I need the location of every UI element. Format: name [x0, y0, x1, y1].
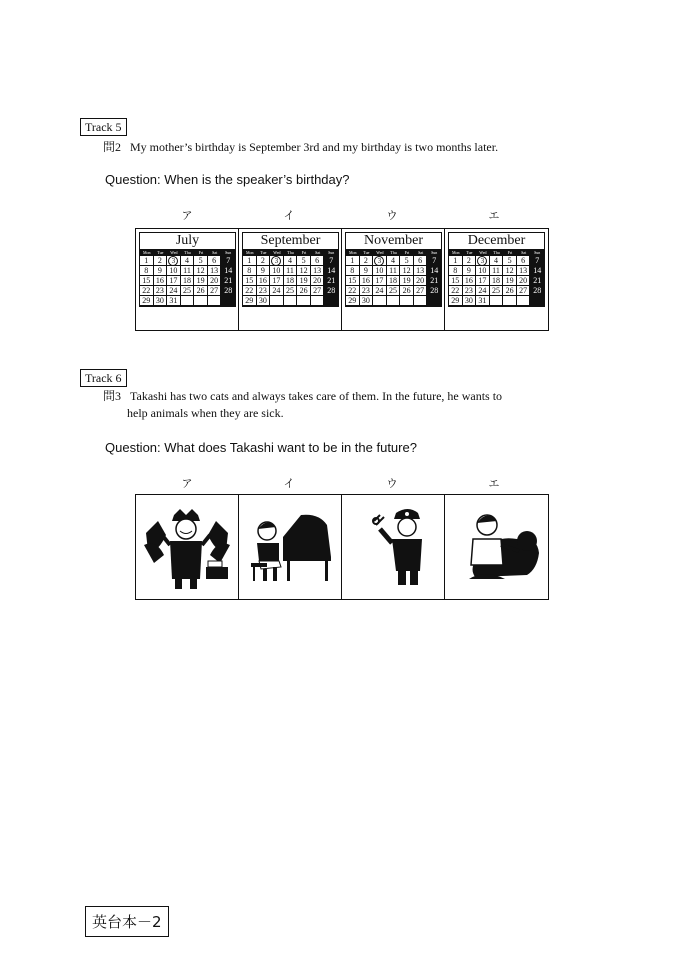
calendar-day: 26 — [503, 286, 517, 296]
calendar-day: 26 — [194, 286, 208, 296]
weekday-header: Mon — [243, 250, 257, 256]
calendar-day: 20 — [414, 276, 428, 286]
track-5-label: Track 5 — [80, 118, 127, 136]
weekday-header: Sat — [208, 250, 222, 256]
calendar-day: 28 — [221, 286, 235, 296]
question-text-line2: help animals when they are sick. — [127, 406, 284, 420]
calendar-day — [194, 296, 208, 306]
calendar-day: 3 — [270, 256, 284, 266]
calendar-day: 13 — [414, 266, 428, 276]
calendar-day: 24 — [270, 286, 284, 296]
footer-page-label: 英台本－2 — [85, 906, 169, 937]
calendar-day: 18 — [284, 276, 298, 286]
calendar-day: 6 — [311, 256, 325, 266]
calendar — [448, 232, 545, 307]
weekday-header: Mon — [346, 250, 360, 256]
weekday-header: Fri — [194, 250, 208, 256]
calendar-day: 3 — [373, 256, 387, 266]
calendar-month-title: November — [346, 233, 441, 250]
weekday-header: Mon — [140, 250, 154, 256]
calendar-day: 29 — [140, 296, 154, 306]
calendar-day: 5 — [503, 256, 517, 266]
weekday-header: Fri — [400, 250, 414, 256]
calendar-day: 9 — [154, 266, 168, 276]
calendar-day: 22 — [346, 286, 360, 296]
weekday-header: Sat — [414, 250, 428, 256]
calendar-day — [311, 296, 325, 306]
calendar-day: 1 — [346, 256, 360, 266]
calendar-day: 27 — [208, 286, 222, 296]
calendar-day: 7 — [530, 256, 544, 266]
calendar-day: 23 — [257, 286, 271, 296]
calendar-day: 26 — [400, 286, 414, 296]
calendar-day: 29 — [243, 296, 257, 306]
calendar-day: 20 — [311, 276, 325, 286]
calendar-choice — [342, 229, 445, 330]
calendar-day: 10 — [167, 266, 181, 276]
calendar-day: 30 — [257, 296, 271, 306]
weekday-header: Fri — [297, 250, 311, 256]
calendar-day: 29 — [346, 296, 360, 306]
calendar-day: 7 — [324, 256, 338, 266]
weekday-header: Sun — [221, 250, 235, 256]
calendar-day: 4 — [387, 256, 401, 266]
calendar-day: 11 — [181, 266, 195, 276]
weekday-header: Thu — [284, 250, 298, 256]
calendar-day: 20 — [517, 276, 531, 286]
calendar-day: 31 — [167, 296, 181, 306]
calendar-day: 9 — [360, 266, 374, 276]
calendar-day — [427, 296, 441, 306]
calendar-choices — [135, 228, 549, 331]
choice-a-label: ア — [181, 209, 193, 222]
weekday-header: Wed — [270, 250, 284, 256]
calendar-day: 10 — [270, 266, 284, 276]
calendar-day: 5 — [400, 256, 414, 266]
weekday-header: Tue — [360, 250, 374, 256]
calendar-day: 6 — [414, 256, 428, 266]
calendar-day: 6 — [517, 256, 531, 266]
track-6-label: Track 6 — [80, 369, 127, 387]
calendar-day: 14 — [221, 266, 235, 276]
calendar-day: 6 — [208, 256, 222, 266]
calendar-day — [517, 296, 531, 306]
calendar-day: 16 — [360, 276, 374, 286]
calendar-grid — [346, 250, 441, 306]
calendar-day: 11 — [284, 266, 298, 276]
calendar-day: 25 — [490, 286, 504, 296]
calendar-day: 23 — [154, 286, 168, 296]
choice-i-label: イ — [283, 477, 295, 490]
calendar-day: 4 — [181, 256, 195, 266]
calendar-day: 12 — [503, 266, 517, 276]
calendar-day: 24 — [167, 286, 181, 296]
calendar-day: 2 — [257, 256, 271, 266]
calendar-choice — [445, 229, 548, 330]
calendar-month-title: July — [140, 233, 235, 250]
calendar-day: 22 — [243, 286, 257, 296]
weekday-header: Wed — [373, 250, 387, 256]
calendar-day — [530, 296, 544, 306]
calendar-day: 4 — [490, 256, 504, 266]
calendar-day: 25 — [284, 286, 298, 296]
calendar-day: 22 — [140, 286, 154, 296]
calendar-day: 18 — [181, 276, 195, 286]
calendar-day: 13 — [311, 266, 325, 276]
weekday-header: Wed — [167, 250, 181, 256]
calendar-day: 29 — [449, 296, 463, 306]
calendar-day — [284, 296, 298, 306]
calendar-day: 15 — [140, 276, 154, 286]
question-2-line — [103, 138, 498, 155]
weekday-header: Thu — [490, 250, 504, 256]
calendar-day: 17 — [476, 276, 490, 286]
question-3-line — [103, 387, 502, 404]
weekday-header: Thu — [387, 250, 401, 256]
calendar-day: 19 — [297, 276, 311, 286]
calendar-day: 11 — [490, 266, 504, 276]
calendar-day: 13 — [208, 266, 222, 276]
calendar-day — [490, 296, 504, 306]
choice-u-label: ウ — [386, 209, 398, 222]
calendar-day: 19 — [194, 276, 208, 286]
calendar-day: 28 — [427, 286, 441, 296]
calendar-day: 25 — [387, 286, 401, 296]
calendar-choice — [239, 229, 342, 330]
calendar-day: 18 — [387, 276, 401, 286]
calendar-day: 17 — [373, 276, 387, 286]
calendar-day: 5 — [297, 256, 311, 266]
weekday-header: Fri — [503, 250, 517, 256]
calendar-day: 8 — [346, 266, 360, 276]
calendar-day: 30 — [154, 296, 168, 306]
calendar-day: 10 — [476, 266, 490, 276]
calendar-day: 8 — [243, 266, 257, 276]
calendar-day: 21 — [427, 276, 441, 286]
weekday-header: Thu — [181, 250, 195, 256]
calendar-day: 17 — [270, 276, 284, 286]
calendar-day — [221, 296, 235, 306]
fisherman-illustration — [136, 495, 239, 599]
calendar-day: 30 — [463, 296, 477, 306]
question-text-line1: Takashi has two cats and always takes care of them. In the future, he wants to — [130, 389, 503, 403]
calendar-day: 5 — [194, 256, 208, 266]
calendar-day: 17 — [167, 276, 181, 286]
calendar-day: 14 — [427, 266, 441, 276]
calendar-day — [324, 296, 338, 306]
choice-i-label: イ — [283, 209, 295, 222]
calendar-day: 11 — [387, 266, 401, 276]
calendar — [242, 232, 339, 307]
calendar-day — [387, 296, 401, 306]
calendar-day: 1 — [449, 256, 463, 266]
calendar — [345, 232, 442, 307]
mechanic-illustration — [342, 495, 445, 599]
calendar-day: 26 — [297, 286, 311, 296]
weekday-header: Sat — [517, 250, 531, 256]
weekday-header: Tue — [154, 250, 168, 256]
calendar-day: 10 — [373, 266, 387, 276]
calendar-day: 2 — [360, 256, 374, 266]
calendar-month-title: December — [449, 233, 544, 250]
calendar-day: 8 — [140, 266, 154, 276]
calendar-day: 19 — [503, 276, 517, 286]
calendar-day: 16 — [257, 276, 271, 286]
calendar-day: 22 — [449, 286, 463, 296]
calendar-day: 7 — [221, 256, 235, 266]
calendar-day: 15 — [346, 276, 360, 286]
question-prompt: Question: When is the speaker’s birthday? — [105, 172, 350, 187]
calendar-day — [414, 296, 428, 306]
calendar-day: 3 — [476, 256, 490, 266]
calendar-day: 12 — [194, 266, 208, 276]
weekday-header: Wed — [476, 250, 490, 256]
calendar-day: 7 — [427, 256, 441, 266]
calendar-day: 15 — [449, 276, 463, 286]
calendar-day: 14 — [324, 266, 338, 276]
calendar-day: 27 — [311, 286, 325, 296]
weekday-header: Sat — [311, 250, 325, 256]
calendar-day: 8 — [449, 266, 463, 276]
calendar-day: 15 — [243, 276, 257, 286]
calendar-day: 27 — [414, 286, 428, 296]
calendar-grid — [243, 250, 338, 306]
calendar-day: 21 — [324, 276, 338, 286]
question-text: My mother’s birthday is September 3rd and my birthday is two months later. — [130, 140, 499, 154]
question-prompt: Question: What does Takashi want to be in the future? — [105, 440, 417, 455]
picture-choices — [135, 494, 549, 600]
veterinarian-illustration — [445, 495, 548, 599]
calendar-day — [208, 296, 222, 306]
calendar-day: 23 — [463, 286, 477, 296]
calendar-choice — [136, 229, 239, 330]
choice-e-label: エ — [488, 477, 500, 490]
calendar — [139, 232, 236, 307]
calendar-day: 9 — [257, 266, 271, 276]
calendar-day: 16 — [154, 276, 168, 286]
calendar-day: 21 — [530, 276, 544, 286]
calendar-day: 4 — [284, 256, 298, 266]
calendar-day: 24 — [373, 286, 387, 296]
calendar-day: 16 — [463, 276, 477, 286]
calendar-month-title: September — [243, 233, 338, 250]
calendar-day — [400, 296, 414, 306]
choice-a-label: ア — [181, 477, 193, 490]
calendar-day: 19 — [400, 276, 414, 286]
calendar-day: 27 — [517, 286, 531, 296]
question-number: 問3 — [103, 389, 122, 403]
calendar-day: 28 — [324, 286, 338, 296]
choice-e-label: エ — [488, 209, 500, 222]
calendar-day: 2 — [154, 256, 168, 266]
weekday-header: Sun — [530, 250, 544, 256]
weekday-header: Sun — [324, 250, 338, 256]
calendar-day — [297, 296, 311, 306]
calendar-grid — [140, 250, 235, 306]
calendar-day — [373, 296, 387, 306]
calendar-day — [181, 296, 195, 306]
question-number: 問2 — [103, 140, 122, 154]
calendar-day: 23 — [360, 286, 374, 296]
calendar-day: 20 — [208, 276, 222, 286]
calendar-day: 18 — [490, 276, 504, 286]
calendar-day: 3 — [167, 256, 181, 266]
calendar-grid — [449, 250, 544, 306]
calendar-day — [270, 296, 284, 306]
calendar-day: 24 — [476, 286, 490, 296]
calendar-day: 14 — [530, 266, 544, 276]
calendar-day: 1 — [243, 256, 257, 266]
calendar-day — [503, 296, 517, 306]
calendar-day: 21 — [221, 276, 235, 286]
weekday-header: Tue — [463, 250, 477, 256]
weekday-header: Sun — [427, 250, 441, 256]
calendar-day: 2 — [463, 256, 477, 266]
calendar-day: 12 — [297, 266, 311, 276]
calendar-day: 13 — [517, 266, 531, 276]
calendar-day: 1 — [140, 256, 154, 266]
choice-u-label: ウ — [386, 477, 398, 490]
calendar-day: 28 — [530, 286, 544, 296]
calendar-day: 9 — [463, 266, 477, 276]
pianist-illustration — [239, 495, 342, 599]
calendar-day: 25 — [181, 286, 195, 296]
calendar-day: 31 — [476, 296, 490, 306]
weekday-header: Mon — [449, 250, 463, 256]
calendar-day: 30 — [360, 296, 374, 306]
weekday-header: Tue — [257, 250, 271, 256]
calendar-day: 12 — [400, 266, 414, 276]
